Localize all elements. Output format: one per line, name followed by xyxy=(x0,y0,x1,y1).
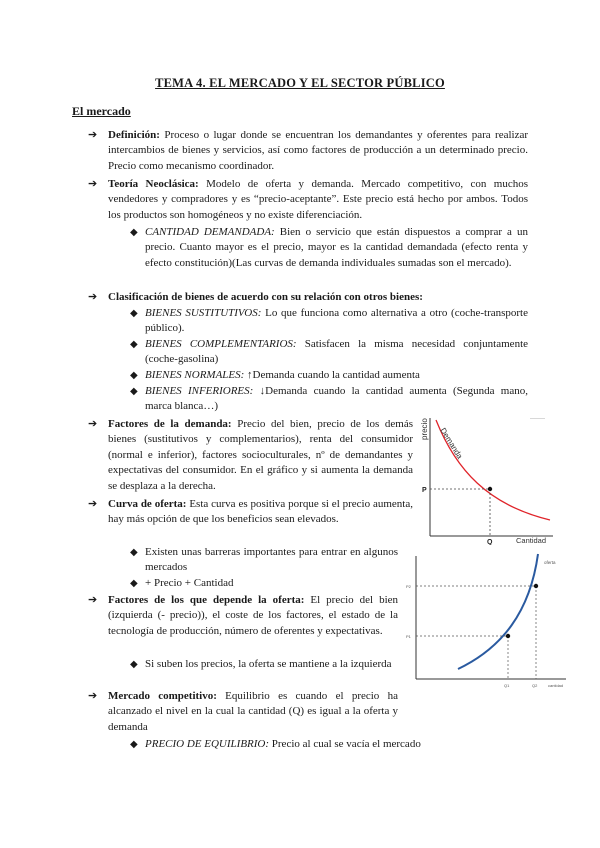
text-mercado-competitivo: Equilibrio es cuando el precio ha alcanzado el nivel en la cual la cantidad (Q) es igual a la oferta y demanda xyxy=(108,690,398,733)
diamond-bullet: ◆ xyxy=(130,739,138,750)
item-precio-cantidad xyxy=(145,576,398,591)
q-label: Q xyxy=(487,539,493,545)
text-complementarios: Satisfacen la misma necesidad conjuntamente (coche-gasolina) xyxy=(145,338,529,366)
demand-chart xyxy=(418,410,556,545)
text-cantidad: Bien o servicio que están dispuestos a comprar a un precio. Cuanto mayor es el precio, mayor es la cantidad demandada (efecto renta y efecto constitución)(Las curvas de demanda individuales sumadas son el mercado). xyxy=(145,226,528,269)
label-sustitutivos: BIENES SUSTITUTIVOS: xyxy=(145,307,262,319)
text-precio-equilibrio: Precio al cual se vacía el mercado xyxy=(269,738,421,750)
curve-label: Demanda xyxy=(438,426,465,461)
text-normales: Demanda cuando la cantidad aumenta xyxy=(252,369,420,381)
demand-curve xyxy=(436,420,550,520)
text-factores-demanda: Precio del bien, precio de los demás bienes (sustitutivos y complementarios), renta del consumidor (normal e inferior), factores socioculturales, nº de demandantes y expectativas del consumidor. En el gráfico y si aumenta la demanda se desplaza a la derecha. xyxy=(108,418,413,492)
curve-label: oferta xyxy=(544,560,556,565)
label-curva-oferta: Curva de oferta: xyxy=(108,498,187,510)
point-1 xyxy=(506,634,510,638)
item-complementarios xyxy=(145,337,528,368)
text-definicion: Proceso o lugar donde se encuentran los demandantes y oferentes para realizar intercambios de bienes y servicios, así como factores de producción a un determinado precio. Precio como mecanismo coordinador. xyxy=(108,129,528,172)
arrow-bullet: ➔ xyxy=(88,418,98,430)
diamond-bullet: ◆ xyxy=(130,339,138,350)
diamond-bullet: ◆ xyxy=(130,659,138,670)
text-barreras: Existen unas barreras importantes para entrar en algunos mercados xyxy=(145,546,398,574)
item-cantidad-demandada xyxy=(145,225,528,271)
item-normales xyxy=(145,368,528,383)
item-factores-demanda xyxy=(108,417,413,494)
equilibrium-point xyxy=(488,487,492,491)
label-clasificacion: Clasificación de bienes de acuerdo con su relación con otros bienes: xyxy=(108,291,423,303)
item-curva-oferta xyxy=(108,497,413,528)
x-axis-label: Cantidad xyxy=(516,536,547,545)
text-sustitutivos: Lo que funciona como alternativa a otro (coche-transporte público). xyxy=(145,307,528,335)
text-suben-precios: Si suben los precios, la oferta se mantiene a la izquierda xyxy=(145,658,392,670)
label-factores-demanda: Factores de la demanda: xyxy=(108,418,232,430)
supply-curve xyxy=(458,554,538,669)
item-clasificacion xyxy=(108,290,528,305)
item-precio-equilibrio xyxy=(145,737,485,752)
tick-p1: P1 xyxy=(406,634,411,639)
diamond-bullet: ◆ xyxy=(130,578,138,589)
text-curva-oferta: Esta curva es positiva porque si el precio aumenta, hay más opción de que los beneficios sean elevados. xyxy=(108,498,413,526)
label-factores-oferta: Factores de los que depende la oferta: xyxy=(108,594,305,606)
item-barreras xyxy=(145,545,398,576)
label-inferiores: BIENES INFERIORES: xyxy=(145,385,254,397)
p-label: P xyxy=(422,487,427,494)
item-sustitutivos xyxy=(145,306,528,337)
label-precio-equilibrio: PRECIO DE EQUILIBRIO: xyxy=(145,738,270,750)
label-mercado-competitivo: Mercado competitivo: xyxy=(108,690,217,702)
diamond-bullet: ◆ xyxy=(130,227,138,238)
page-title: TEMA 4. EL MERCADO Y EL SECTOR PÚBLICO xyxy=(155,76,445,90)
diamond-bullet: ◆ xyxy=(130,547,138,558)
arrow-bullet: ➔ xyxy=(88,291,98,303)
text-teoria: Modelo de oferta y demanda. Mercado competitivo, con muchos vendedores y compradores y es “precio-aceptante”. Este precio está hecho por ambos. Todos los productos son homogéneos y no existe diferenciación. xyxy=(108,178,528,221)
tick-q2: Q2 xyxy=(532,683,538,688)
item-factores-oferta xyxy=(108,593,398,639)
text-precio-cantidad: + Precio + Cantidad xyxy=(145,577,234,589)
text-inferiores: Demanda cuando la cantidad aumenta (Segunda mano, marca blanca…) xyxy=(145,385,528,413)
diamond-bullet: ◆ xyxy=(130,370,138,381)
item-suben-precios xyxy=(145,657,398,672)
label-teoria: Teoría Neoclásica: xyxy=(108,178,199,190)
section-heading: El mercado xyxy=(72,104,131,118)
label-complementarios: BIENES COMPLEMENTARIOS: xyxy=(145,338,297,350)
diamond-bullet: ◆ xyxy=(130,308,138,319)
supply-chart xyxy=(402,552,574,692)
arrow-bullet: ➔ xyxy=(88,129,98,141)
arrow-bullet: ➔ xyxy=(88,498,98,510)
diamond-bullet: ◆ xyxy=(130,386,138,397)
arrow-bullet: ➔ xyxy=(88,594,98,606)
arrow-up-icon: ↑ xyxy=(247,369,253,381)
corner-label: ——— xyxy=(530,416,545,422)
x-axis-label: cantidad xyxy=(548,683,564,688)
tick-p2: P2 xyxy=(406,584,411,589)
label-normales: BIENES NORMALES: xyxy=(145,369,245,381)
text-factores-oferta: El precio del bien (izquierda (- precio)), el coste de los factores, el estado de la tecnología de producción, número de oferentes y expectativas. xyxy=(108,594,399,637)
y-axis-label: precio xyxy=(420,418,429,440)
point-2 xyxy=(534,584,538,588)
tick-q1: Q1 xyxy=(504,683,510,688)
item-mercado-competitivo xyxy=(108,689,398,735)
arrow-bullet: ➔ xyxy=(88,690,98,702)
label-cantidad: CANTIDAD DEMANDADA: xyxy=(145,226,275,238)
item-teoria xyxy=(108,177,528,223)
arrow-down-icon: ↓ xyxy=(259,385,266,397)
item-definicion xyxy=(108,128,528,174)
label-definicion: Definición: xyxy=(108,129,160,141)
arrow-bullet: ➔ xyxy=(88,178,98,190)
